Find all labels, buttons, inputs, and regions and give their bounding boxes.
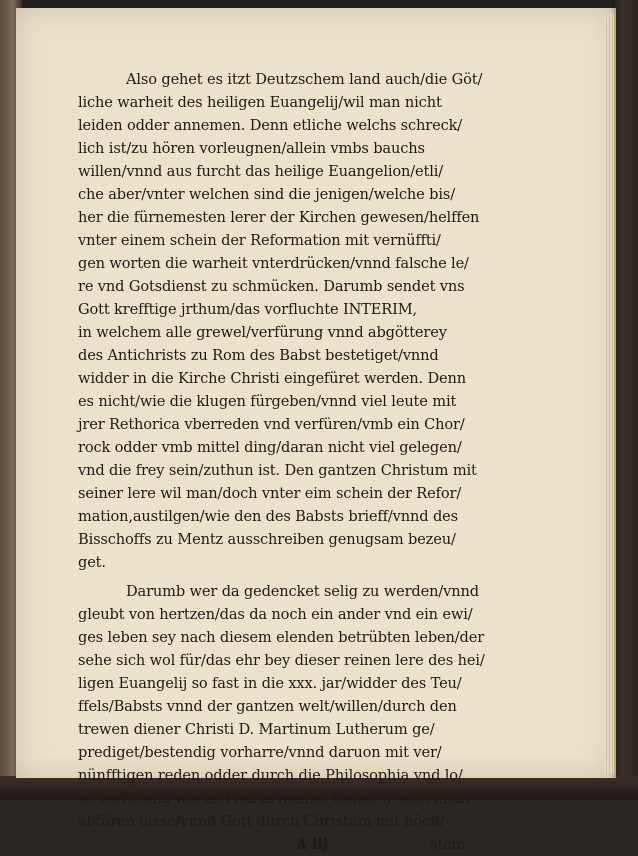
text-line: che aber/vnter welchen sind die jenigen/welche bis/ — [78, 186, 455, 203]
text-line: jrer Rethorica vberreden vnd verfüren/vmb ein Chor/ — [78, 416, 465, 433]
text-line: vnd die frey sein/zuthun ist. Den gantzen Christum mit — [78, 462, 477, 479]
text-line: nünfftigen reden odder durch die Philosophia vnd lo/ — [78, 767, 463, 784]
text-line: gleubt von hertzen/das da noch ein ander vnd ein ewi/ — [78, 606, 473, 623]
page-text-block — [78, 68, 485, 856]
text-line: es nicht/wie die klugen fürgeben/vnnd viel leute mit — [78, 393, 457, 410]
text-line: vnter einem schein der Reformation mit vernüffti/ — [78, 232, 441, 249]
text-line: willen/vnnd aus furcht das heilige Euangelion/etli/ — [78, 163, 444, 180]
text-line: seiner lere wil man/doch vnter eim schein der Refor/ — [78, 485, 462, 502]
text-line: get. — [78, 554, 106, 571]
text-line: Darumb wer da gedencket selig zu werden/vnnd — [126, 583, 479, 600]
text-line: trewen diener Christi D. Martinum Lutherum ge/ — [78, 721, 435, 738]
text-line: Also gehet es itzt Deutzschem land auch/die Göt/ — [126, 71, 483, 88]
text-line: ffels/Babsts vnnd der gantzen welt/willen/durch den — [78, 698, 457, 715]
text-line: sehe sich wol für/das ehr bey dieser reinen lere des hei/ — [78, 652, 485, 669]
text-line: widder in die Kirche Christi eingefüret werden. Denn — [78, 370, 467, 387]
text-line: Bisschoffs zu Mentz ausschreiben genugsam bezeu/ — [78, 531, 456, 548]
text-line: des Antichrists zu Rom des Babst bestetiget/vnnd — [78, 347, 439, 364]
signature-line — [78, 833, 478, 856]
text-line: re vnd Gotsdienst zu schmücken. Darumb sendet vns — [78, 278, 465, 295]
page-edges — [604, 14, 614, 774]
text-line: prediget/bestendig vorharre/vnnd daruon mit ver/ — [78, 744, 442, 761]
text-line: lich ist/zu hören vorleugnen/allein vmbs bauchs — [78, 140, 425, 157]
text-line: her die fürnemesten lerer der Kirchen gewesen/helffen — [78, 209, 480, 226]
text-line: se verfürung wie es Paulus nennet Colos. ij. sich nicht — [78, 790, 471, 807]
signature-mark: A iij — [296, 836, 329, 853]
text-line: Gott krefftige jrthum/das vorfluchte INTERIM, — [78, 301, 418, 318]
text-line: leiden odder annemen. Denn etliche welchs schreck/ — [78, 117, 463, 134]
book-page — [16, 8, 612, 853]
text-line: mation,austilgen/wie den des Babsts brieff/vnnd des — [78, 508, 458, 525]
catchword: stem — [430, 836, 466, 853]
text-line: gen worten die warheit vnterdrücken/vnnd falsche le/ — [78, 255, 469, 272]
text-line: ges leben sey nach diesem elenden betrübten leben/der — [78, 629, 485, 646]
text-line: liche warheit des heiligen Euangelij/wil man nicht — [78, 94, 442, 111]
binding-right — [612, 0, 638, 800]
text-line: in welchem alle grewel/verfürung vnnd abgötterey — [78, 324, 447, 341]
text-line: rock odder vmb mittel ding/daran nicht viel gelegen/ — [78, 439, 462, 456]
text-line: abfüren lasse/vnnd Gott durch Christum mit höch/ — [78, 813, 445, 830]
text-line: ligen Euangelij so fast in die xxx. jar/widder des Teu/ — [78, 675, 462, 692]
